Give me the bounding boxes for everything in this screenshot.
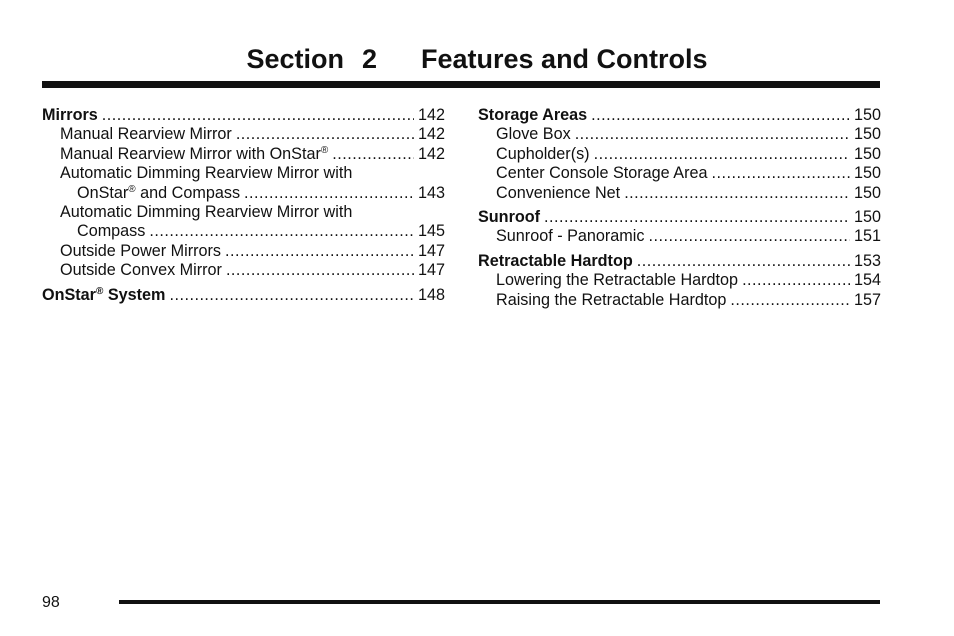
page-number: 98 bbox=[42, 594, 60, 611]
page-ref: 150 bbox=[853, 183, 881, 202]
toc-entry-mirrors[interactable]: Mirrors ..... 142 bbox=[42, 106, 445, 125]
page-ref: 150 bbox=[853, 164, 881, 183]
toc-entry-auto-dimming-onstar-compass[interactable]: Automatic Dimming Rearview Mirror with OnStar® and Compass ..... 143 bbox=[42, 164, 445, 203]
page-ref: 147 bbox=[417, 261, 445, 280]
toc-entry-raising-hardtop[interactable]: Raising the Retractable Hardtop ..... 157 bbox=[478, 291, 881, 310]
page-ref: 148 bbox=[417, 285, 445, 304]
section-header bbox=[0, 42, 954, 76]
toc-entry-glove-box[interactable]: Glove Box ..... 150 bbox=[478, 125, 881, 144]
header-rule bbox=[42, 81, 880, 88]
footer-rule bbox=[119, 600, 880, 604]
page-ref: 153 bbox=[853, 251, 881, 270]
page-ref: 150 bbox=[853, 207, 881, 226]
toc-entry-outside-power-mirrors[interactable]: Outside Power Mirrors ..... 147 bbox=[42, 242, 445, 261]
page-ref: 150 bbox=[853, 125, 881, 144]
toc-entry-manual-rearview-mirror-onstar[interactable]: Manual Rearview Mirror with OnStar® ..... 142 bbox=[42, 145, 445, 164]
page-ref: 154 bbox=[853, 271, 881, 290]
page-ref: 145 bbox=[417, 222, 445, 241]
page-ref: 147 bbox=[417, 241, 445, 260]
toc-column-right bbox=[478, 106, 881, 310]
section-label: Section 2 bbox=[246, 44, 377, 74]
toc-entry-convenience-net[interactable]: Convenience Net ..... 150 bbox=[478, 184, 881, 203]
page-ref: 142 bbox=[417, 125, 445, 144]
section-title: Features and Controls bbox=[421, 44, 708, 74]
toc-entry-auto-dimming-compass[interactable]: Automatic Dimming Rearview Mirror with Compass ..... 145 bbox=[42, 203, 445, 242]
page-ref: 150 bbox=[853, 144, 881, 163]
toc-entry-retractable-hardtop[interactable]: Retractable Hardtop ..... 153 bbox=[478, 252, 881, 271]
toc-entry-cupholders[interactable]: Cupholder(s) ..... 150 bbox=[478, 145, 881, 164]
toc-entry-onstar-system[interactable]: OnStar® System ..... 148 bbox=[42, 286, 445, 305]
toc-column-left bbox=[42, 106, 445, 305]
page-ref: 143 bbox=[417, 183, 445, 202]
page-ref: 157 bbox=[853, 290, 881, 309]
page-ref: 151 bbox=[853, 227, 881, 246]
page-ref: 142 bbox=[417, 105, 445, 124]
page-ref: 150 bbox=[853, 105, 881, 124]
toc-entry-lowering-hardtop[interactable]: Lowering the Retractable Hardtop ..... 154 bbox=[478, 271, 881, 290]
toc-entry-manual-rearview-mirror[interactable]: Manual Rearview Mirror ..... 142 bbox=[42, 125, 445, 144]
toc-entry-sunroof[interactable]: Sunroof ..... 150 bbox=[478, 208, 881, 227]
toc-entry-center-console[interactable]: Center Console Storage Area ..... 150 bbox=[478, 164, 881, 183]
page-ref: 142 bbox=[417, 144, 445, 163]
toc-entry-storage-areas[interactable]: Storage Areas ..... 150 bbox=[478, 106, 881, 125]
toc-entry-outside-convex-mirror[interactable]: Outside Convex Mirror ..... 147 bbox=[42, 261, 445, 280]
toc-entry-sunroof-panoramic[interactable]: Sunroof - Panoramic ..... 151 bbox=[478, 227, 881, 246]
